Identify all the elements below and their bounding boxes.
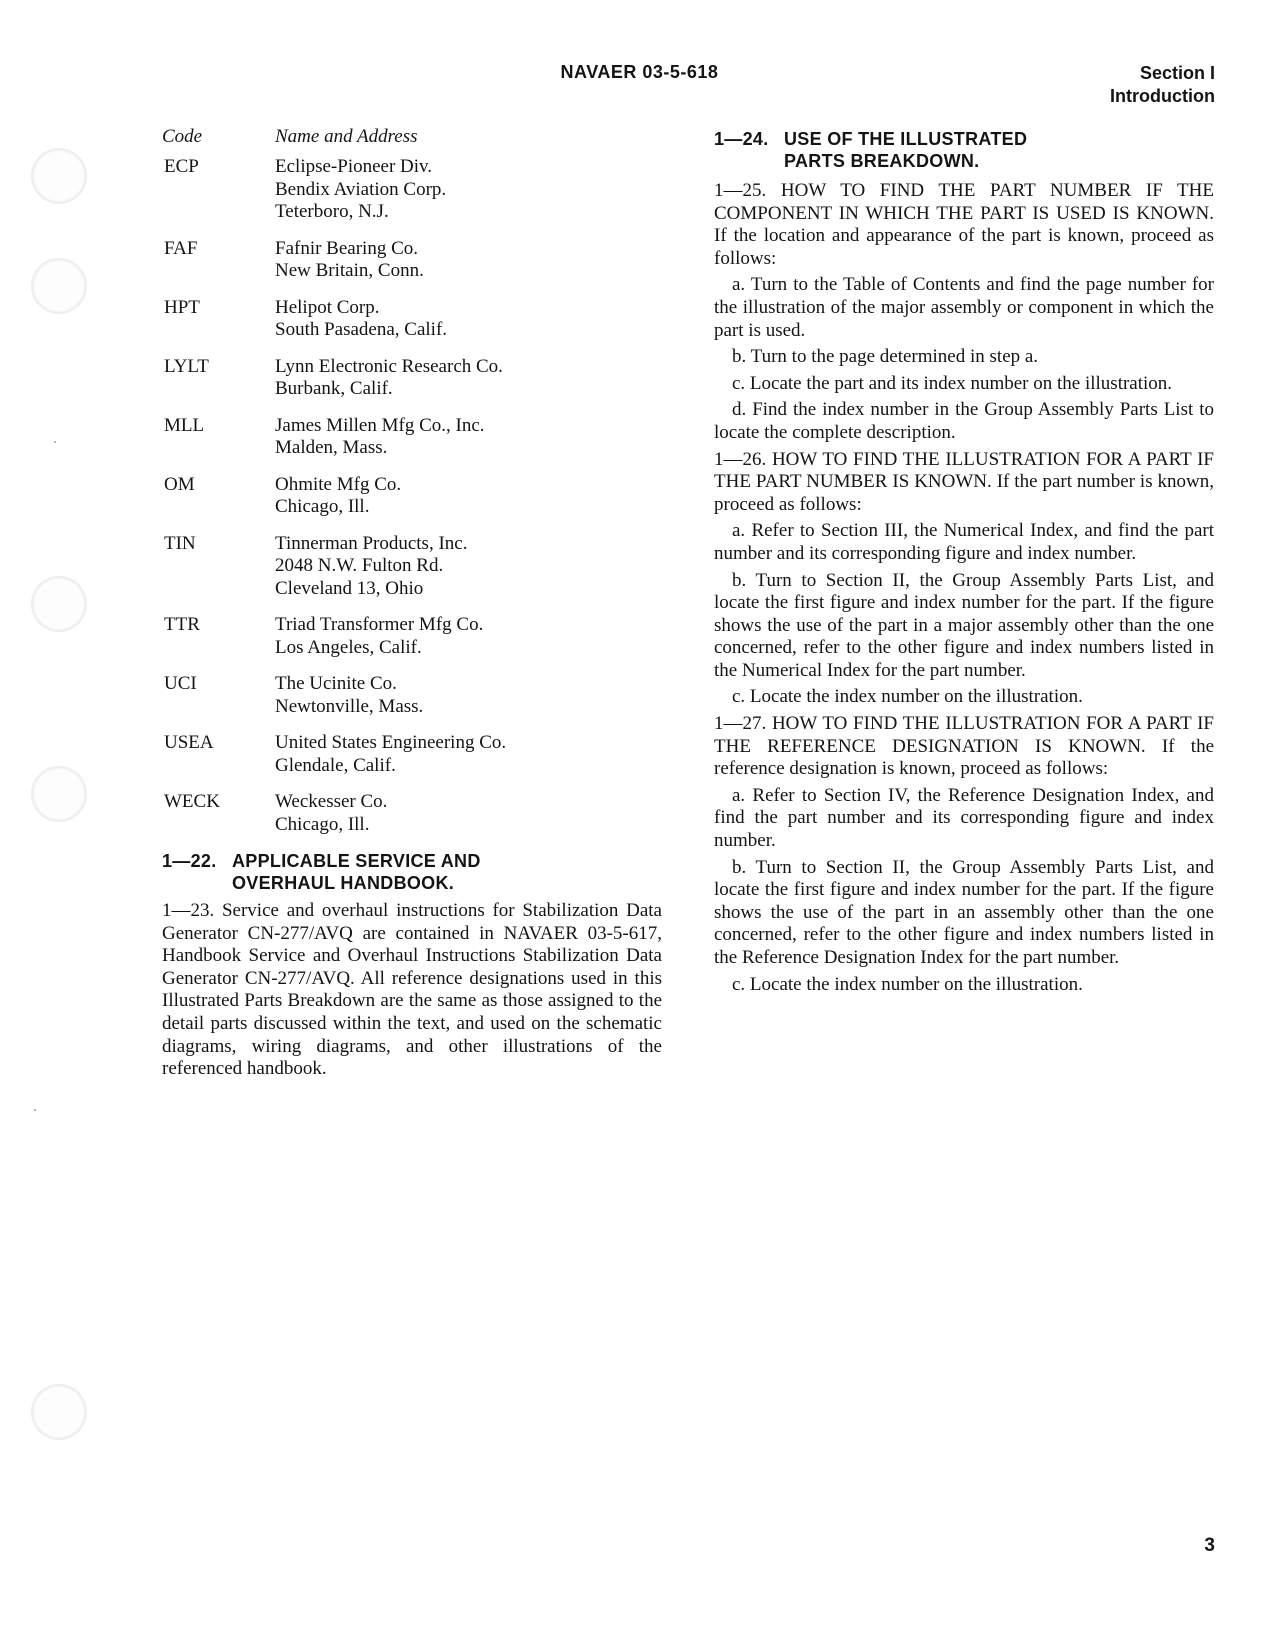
heading-number: 1—24.: [714, 129, 769, 149]
paragraph-1-27-head: 1—27. HOW TO FIND THE ILLUSTRATION FOR A PART IF THE REFERENCE DESIGNATION IS KNOWN.: [714, 713, 1214, 757]
manufacturer-name-address: [275, 156, 662, 224]
paragraph-1-27: [714, 713, 1214, 781]
address-line: Malden, Mass.: [275, 437, 388, 458]
address-line: The Ucinite Co.: [275, 673, 397, 694]
section-label: [1110, 62, 1215, 108]
code-table-row: [162, 474, 662, 519]
paragraph-1-26: [714, 449, 1214, 517]
address-line: 2048 N.W. Fulton Rd.: [275, 555, 444, 576]
binder-hole: [31, 1384, 87, 1440]
code-table-row: [162, 732, 662, 777]
address-line: Triad Transformer Mfg Co.: [275, 614, 484, 635]
code-table-row: [162, 791, 662, 836]
address-line: Lynn Electronic Research Co.: [275, 355, 503, 377]
scan-speck: [34, 1109, 36, 1111]
heading-title-line1: APPLICABLE SERVICE AND: [232, 851, 481, 871]
code-table-row: [162, 673, 662, 718]
code-table-row: [162, 356, 662, 401]
manufacturer-code: USEA: [164, 732, 214, 753]
procedure-step: b. Turn to Section II, the Group Assembly Parts List, and locate the first figure and index number for the part. If the figure shows the use of the part in an assembly other than the one concerned, refer to the other figure and index numbers listed in the Reference Designation Index for the part number.: [714, 856, 1214, 968]
address-line: Glendale, Calif.: [275, 754, 396, 776]
procedure-step: a. Refer to Section III, the Numerical Index, and find the part number and its corresponding figure and index number.: [714, 520, 1214, 564]
heading-title-line1: USE OF THE ILLUSTRATED: [784, 129, 1028, 149]
paragraph-1-25-body: If the location and appearance of the part is known, proceed as follows:: [714, 225, 1214, 269]
procedure-step: b. Turn to Section II, the Group Assembly Parts List, and locate the first figure and index number for the part. If the figure shows the use of the part in a major assembly other than the one concerned, refer to the other figure and index numbers listed in the Numerical Index for the part number.: [714, 569, 1214, 681]
paragraph-1-25: [714, 180, 1214, 270]
manufacturer-code: OM: [164, 473, 195, 495]
address-line: Eclipse-Pioneer Div.: [275, 156, 433, 177]
manufacturer-code: UCI: [164, 673, 197, 694]
manufacturer-name-address: [275, 238, 662, 283]
heading-title-line2: OVERHAUL HANDBOOK.: [232, 873, 455, 893]
address-line: James Millen Mfg Co., Inc.: [275, 414, 485, 436]
manufacturer-name-address: [275, 297, 662, 342]
scan-speck: [54, 441, 56, 443]
address-line: Chicago, Ill.: [275, 496, 370, 517]
address-line: Cleveland 13, Ohio: [275, 577, 424, 599]
code-table-row: [162, 415, 662, 460]
code-table-row: [162, 614, 662, 659]
procedure-step: a. Turn to the Table of Contents and find the page number for the illustration of the major assembly or component in which the part is used.: [714, 274, 1214, 341]
manufacturer-name-address: [275, 415, 662, 460]
paragraph-1-26-head: 1—26. HOW TO FIND THE ILLUSTRATION FOR A PART IF THE PART NUMBER IS KNOWN.: [714, 448, 1214, 493]
procedure-step: c. Locate the index number on the illustration.: [732, 686, 1083, 708]
paragraph-1-25-steps: [714, 274, 1214, 444]
manufacturer-code: MLL: [164, 414, 205, 436]
manufacturer-code: WECK: [164, 791, 220, 812]
paragraph-1-26-body: If the part number is known, proceed as follows:: [714, 471, 1214, 515]
manufacturer-name-address: [275, 474, 662, 519]
code-table-row: [162, 156, 662, 224]
manufacturer-code: TTR: [164, 614, 200, 635]
manufacturer-code: FAF: [164, 237, 198, 259]
address-line: Bendix Aviation Corp.: [275, 178, 447, 200]
left-column: [162, 126, 662, 1081]
paragraph-1-27-body: If the reference designation is known, proceed as follows:: [714, 735, 1215, 780]
right-column: [714, 128, 1214, 1000]
address-line: Los Angeles, Calif.: [275, 636, 422, 658]
paragraph-1-26-steps: [714, 520, 1214, 709]
manufacturer-code: TIN: [164, 532, 196, 554]
address-line: New Britain, Conn.: [275, 260, 424, 281]
address-line: Ohmite Mfg Co.: [275, 473, 402, 495]
address-line: Weckesser Co.: [275, 791, 388, 812]
address-line: Burbank, Calif.: [275, 378, 393, 399]
code-table-row: [162, 533, 662, 601]
paragraph-1-23: 1—23. Service and overhaul instructions for Stabilization Data Generator CN-277/AVQ are contained in NAVAER 03-5-617, Handbook Service and Overhaul Instructions Stabilization Data Generator CN-277/AVQ. All reference designations used in this Illustrated Parts Breakdown are the same as those assigned to the detail parts discussed within the text, and used on the schematic diagrams, wiring diagrams, and other illustrations of the referenced handbook.: [162, 900, 662, 1080]
code-column-header: Code: [162, 126, 203, 147]
page-number: 3: [1204, 1535, 1215, 1556]
section-1-24-heading: [714, 128, 1214, 172]
address-line: Newtonville, Mass.: [275, 695, 424, 717]
manufacturer-code: HPT: [164, 296, 200, 318]
manufacturer-name-address: [275, 673, 662, 718]
section-number: Section I: [1139, 63, 1215, 83]
code-table-row: [162, 238, 662, 283]
address-line: Chicago, Ill.: [275, 813, 370, 835]
section-title: Introduction: [1110, 86, 1215, 106]
address-line: Tinnerman Products, Inc.: [275, 532, 468, 554]
manufacturer-name-address: [275, 533, 662, 601]
manufacturer-name-address: [275, 356, 662, 401]
heading-title-line2: PARTS BREAKDOWN.: [784, 151, 980, 171]
binder-hole: [31, 148, 87, 204]
manufacturer-code: LYLT: [164, 355, 209, 377]
address-line: United States Engineering Co.: [275, 732, 507, 753]
binder-hole: [31, 576, 87, 632]
paragraph-1-27-steps: [714, 785, 1214, 996]
name-column-header: Name and Address: [275, 126, 418, 147]
procedure-step: a. Refer to Section IV, the Reference Designation Index, and find the part number and its corresponding figure and index number.: [714, 784, 1214, 852]
paragraph-1-25-head: 1—25. HOW TO FIND THE PART NUMBER IF THE COMPONENT IN WHICH THE PART IS USED IS KNOWN.: [714, 180, 1214, 224]
address-line: Helipot Corp.: [275, 296, 380, 318]
binder-hole: [31, 258, 87, 314]
procedure-step: b. Turn to the page determined in step a.: [732, 346, 1039, 368]
heading-number: 1—22.: [162, 851, 217, 871]
procedure-step: c. Locate the part and its index number on the illustration.: [732, 372, 1173, 394]
manufacturer-name-address: [275, 791, 662, 836]
manufacturer-name-address: [275, 614, 662, 659]
procedure-step: d. Find the index number in the Group Assembly Parts List to locate the complete description.: [714, 399, 1214, 443]
address-line: Teterboro, N.J.: [275, 201, 389, 222]
address-line: Fafnir Bearing Co.: [275, 237, 419, 259]
code-table-rows: [162, 156, 662, 836]
manufacturer-name-address: [275, 732, 662, 777]
document-number: NAVAER 03-5-618: [560, 62, 719, 82]
code-table-header: [162, 126, 662, 156]
code-table-row: [162, 297, 662, 342]
address-line: South Pasadena, Calif.: [275, 319, 448, 340]
procedure-step: c. Locate the index number on the illustration.: [732, 973, 1083, 995]
binder-hole: [31, 766, 87, 822]
section-1-22-heading: [162, 850, 662, 894]
manufacturer-code: ECP: [164, 156, 199, 177]
